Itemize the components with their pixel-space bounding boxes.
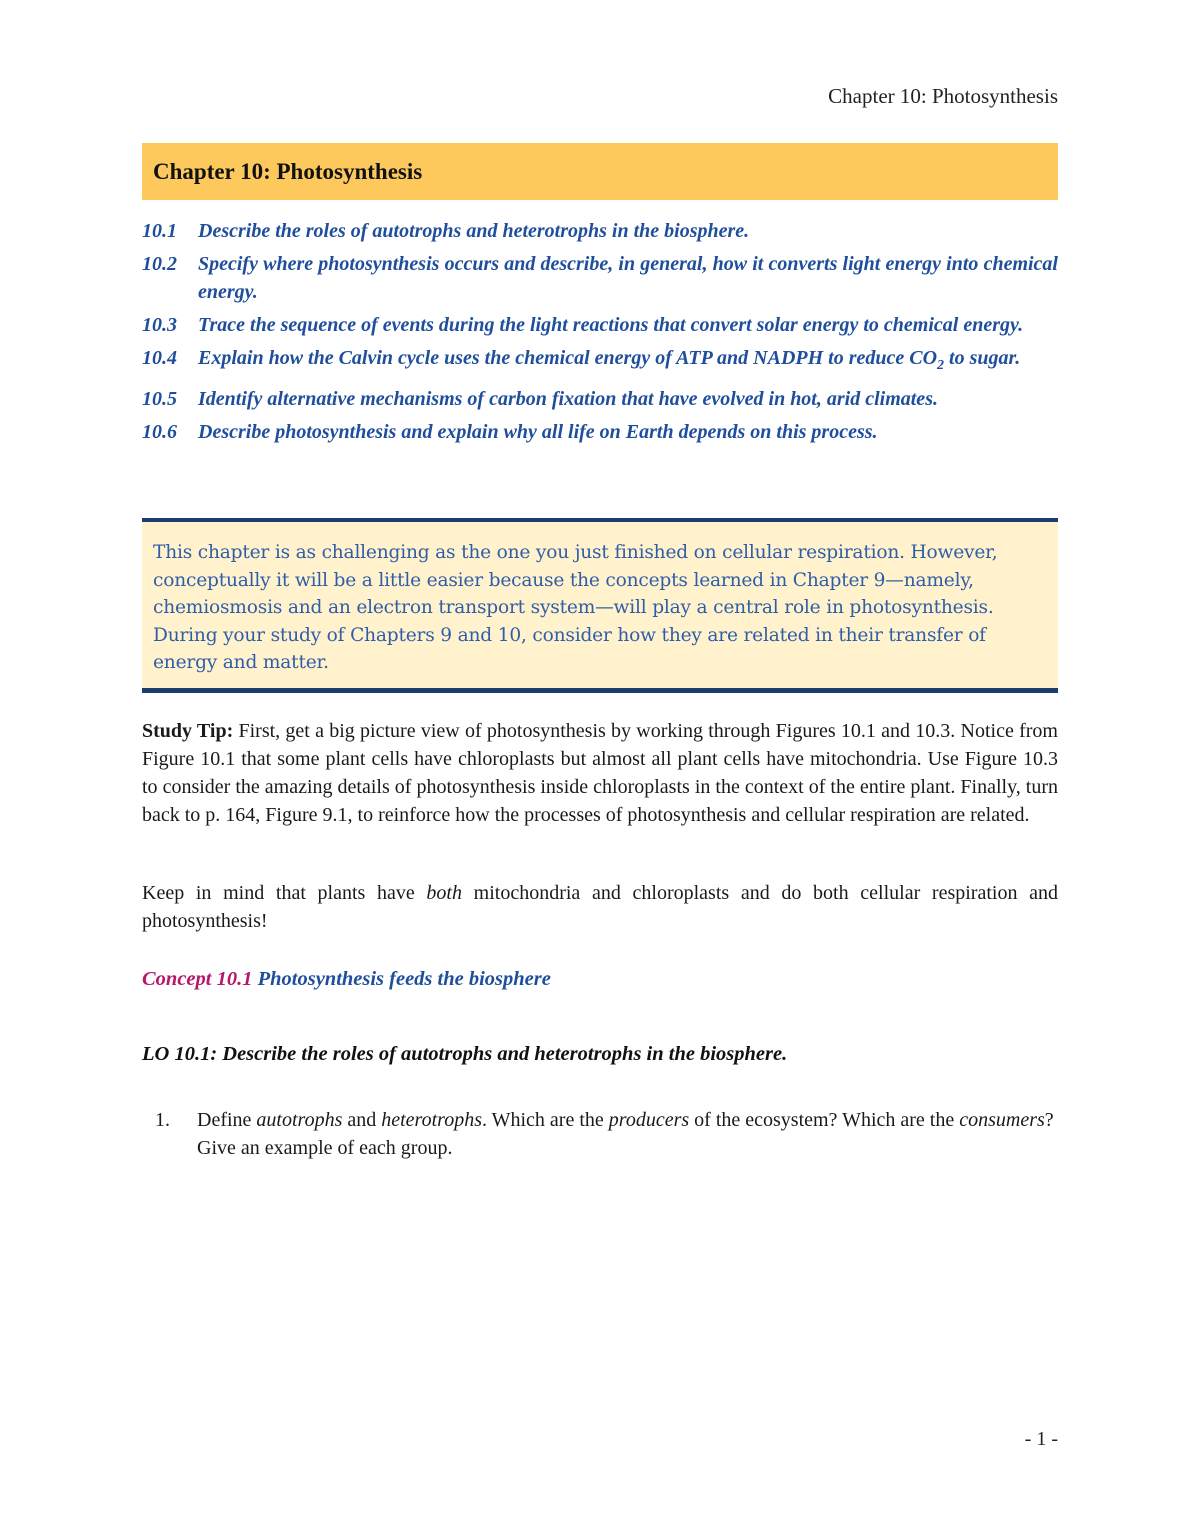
objective-text-start: Explain how the Calvin cycle uses the chemical energy of ATP and NADPH to reduce CO [198, 347, 938, 369]
objective-number: 10.5 [142, 388, 177, 410]
question-text-part: Define [197, 1109, 257, 1131]
concept-title: Photosynthesis feeds the biosphere [252, 968, 551, 990]
objective-item [142, 311, 1058, 339]
keep-in-mind-emphasis: both [426, 882, 462, 904]
chapter-intro-callout: This chapter is as challenging as the one you just finished on cellular respiration. However, conceptually it will be a little easier because the concepts learned in Chapter 9—namely, chemiosmosis and an electron transport system—will play a central role in photosynthesis. During your study of Chapters 9 and 10, consider how they are related in their transfer of energy and matter. [142, 518, 1058, 693]
objective-text [198, 344, 1058, 380]
question-text-part: of the ecosystem? Which are the [689, 1109, 960, 1131]
concept-heading [142, 968, 551, 991]
chapter-title-bar [142, 143, 1058, 200]
question-text-part: and [342, 1109, 382, 1131]
question-term: autotrophs [256, 1109, 343, 1131]
keep-in-mind-paragraph [142, 879, 1058, 935]
question-term: producers [608, 1109, 690, 1131]
objective-text: Trace the sequence of events during the light reactions that convert solar energy to chemical energy. [198, 314, 1024, 336]
objective-item [142, 217, 1058, 245]
objective-number: 10.2 [142, 253, 177, 275]
objective-text-end: to sugar. [944, 347, 1021, 369]
chapter-title: Chapter 10: Photosynthesis [153, 158, 423, 184]
objective-text: Describe photosynthesis and explain why all life on Earth depends on this process. [198, 421, 878, 443]
question-text [197, 1106, 1058, 1162]
page-number: - 1 - [1024, 1428, 1058, 1450]
keep-in-mind-text-end: mitochondria and chloroplasts and do both cellular respiration and photosynthesis! [142, 882, 1058, 932]
objective-item [142, 250, 1058, 306]
lo-heading: LO 10.1: Describe the roles of autotrophs and heterotrophs in the biosphere. [142, 1043, 788, 1065]
objective-item [142, 418, 1058, 446]
study-tip-paragraph [142, 717, 1058, 829]
running-header: Chapter 10: Photosynthesis [828, 84, 1058, 108]
objective-text: Identify alternative mechanisms of carbon fixation that have evolved in hot, arid climates. [198, 388, 938, 410]
question-term: consumers [959, 1109, 1045, 1131]
question-item [155, 1106, 1058, 1162]
objective-number: 10.1 [142, 220, 177, 242]
objective-number: 10.4 [142, 347, 177, 369]
objective-text: Describe the roles of autotrophs and heterotrophs in the biosphere. [198, 220, 750, 242]
learning-objectives [142, 217, 1058, 451]
objective-item [142, 385, 1058, 413]
objective-item [142, 344, 1058, 380]
objective-number: 10.3 [142, 314, 177, 336]
question-term: heterotrophs [381, 1109, 482, 1131]
objective-text: Specify where photosynthesis occurs and describe, in general, how it converts light energy into chemical energy. [198, 253, 1058, 303]
question-number: 1. [155, 1109, 170, 1131]
keep-in-mind-text: Keep in mind that plants have [142, 882, 427, 904]
study-tip-label: Study Tip: [142, 720, 234, 742]
study-tip-text: First, get a big picture view of photosynthesis by working through Figures 10.1 and 10.3. Notice from Figure 10.1 that some plant cells have chloroplasts but almost all plant cells have mitochondria. Use Figure 10.3 to consider the amazing details of photosynthesis inside chloroplasts in the context of the entire plant. Finally, turn back to p. 164, Figure 9.1, to reinforce how the processes of photosynthesis and cellular respiration are related. [142, 720, 1058, 826]
objective-number: 10.6 [142, 421, 177, 443]
co2-subscript: 2 [937, 358, 945, 373]
question-text-part: . Which are the [481, 1109, 609, 1131]
concept-number: Concept 10.1 [142, 968, 253, 990]
question-text-part: ? Give an example of each group. [197, 1109, 1054, 1159]
